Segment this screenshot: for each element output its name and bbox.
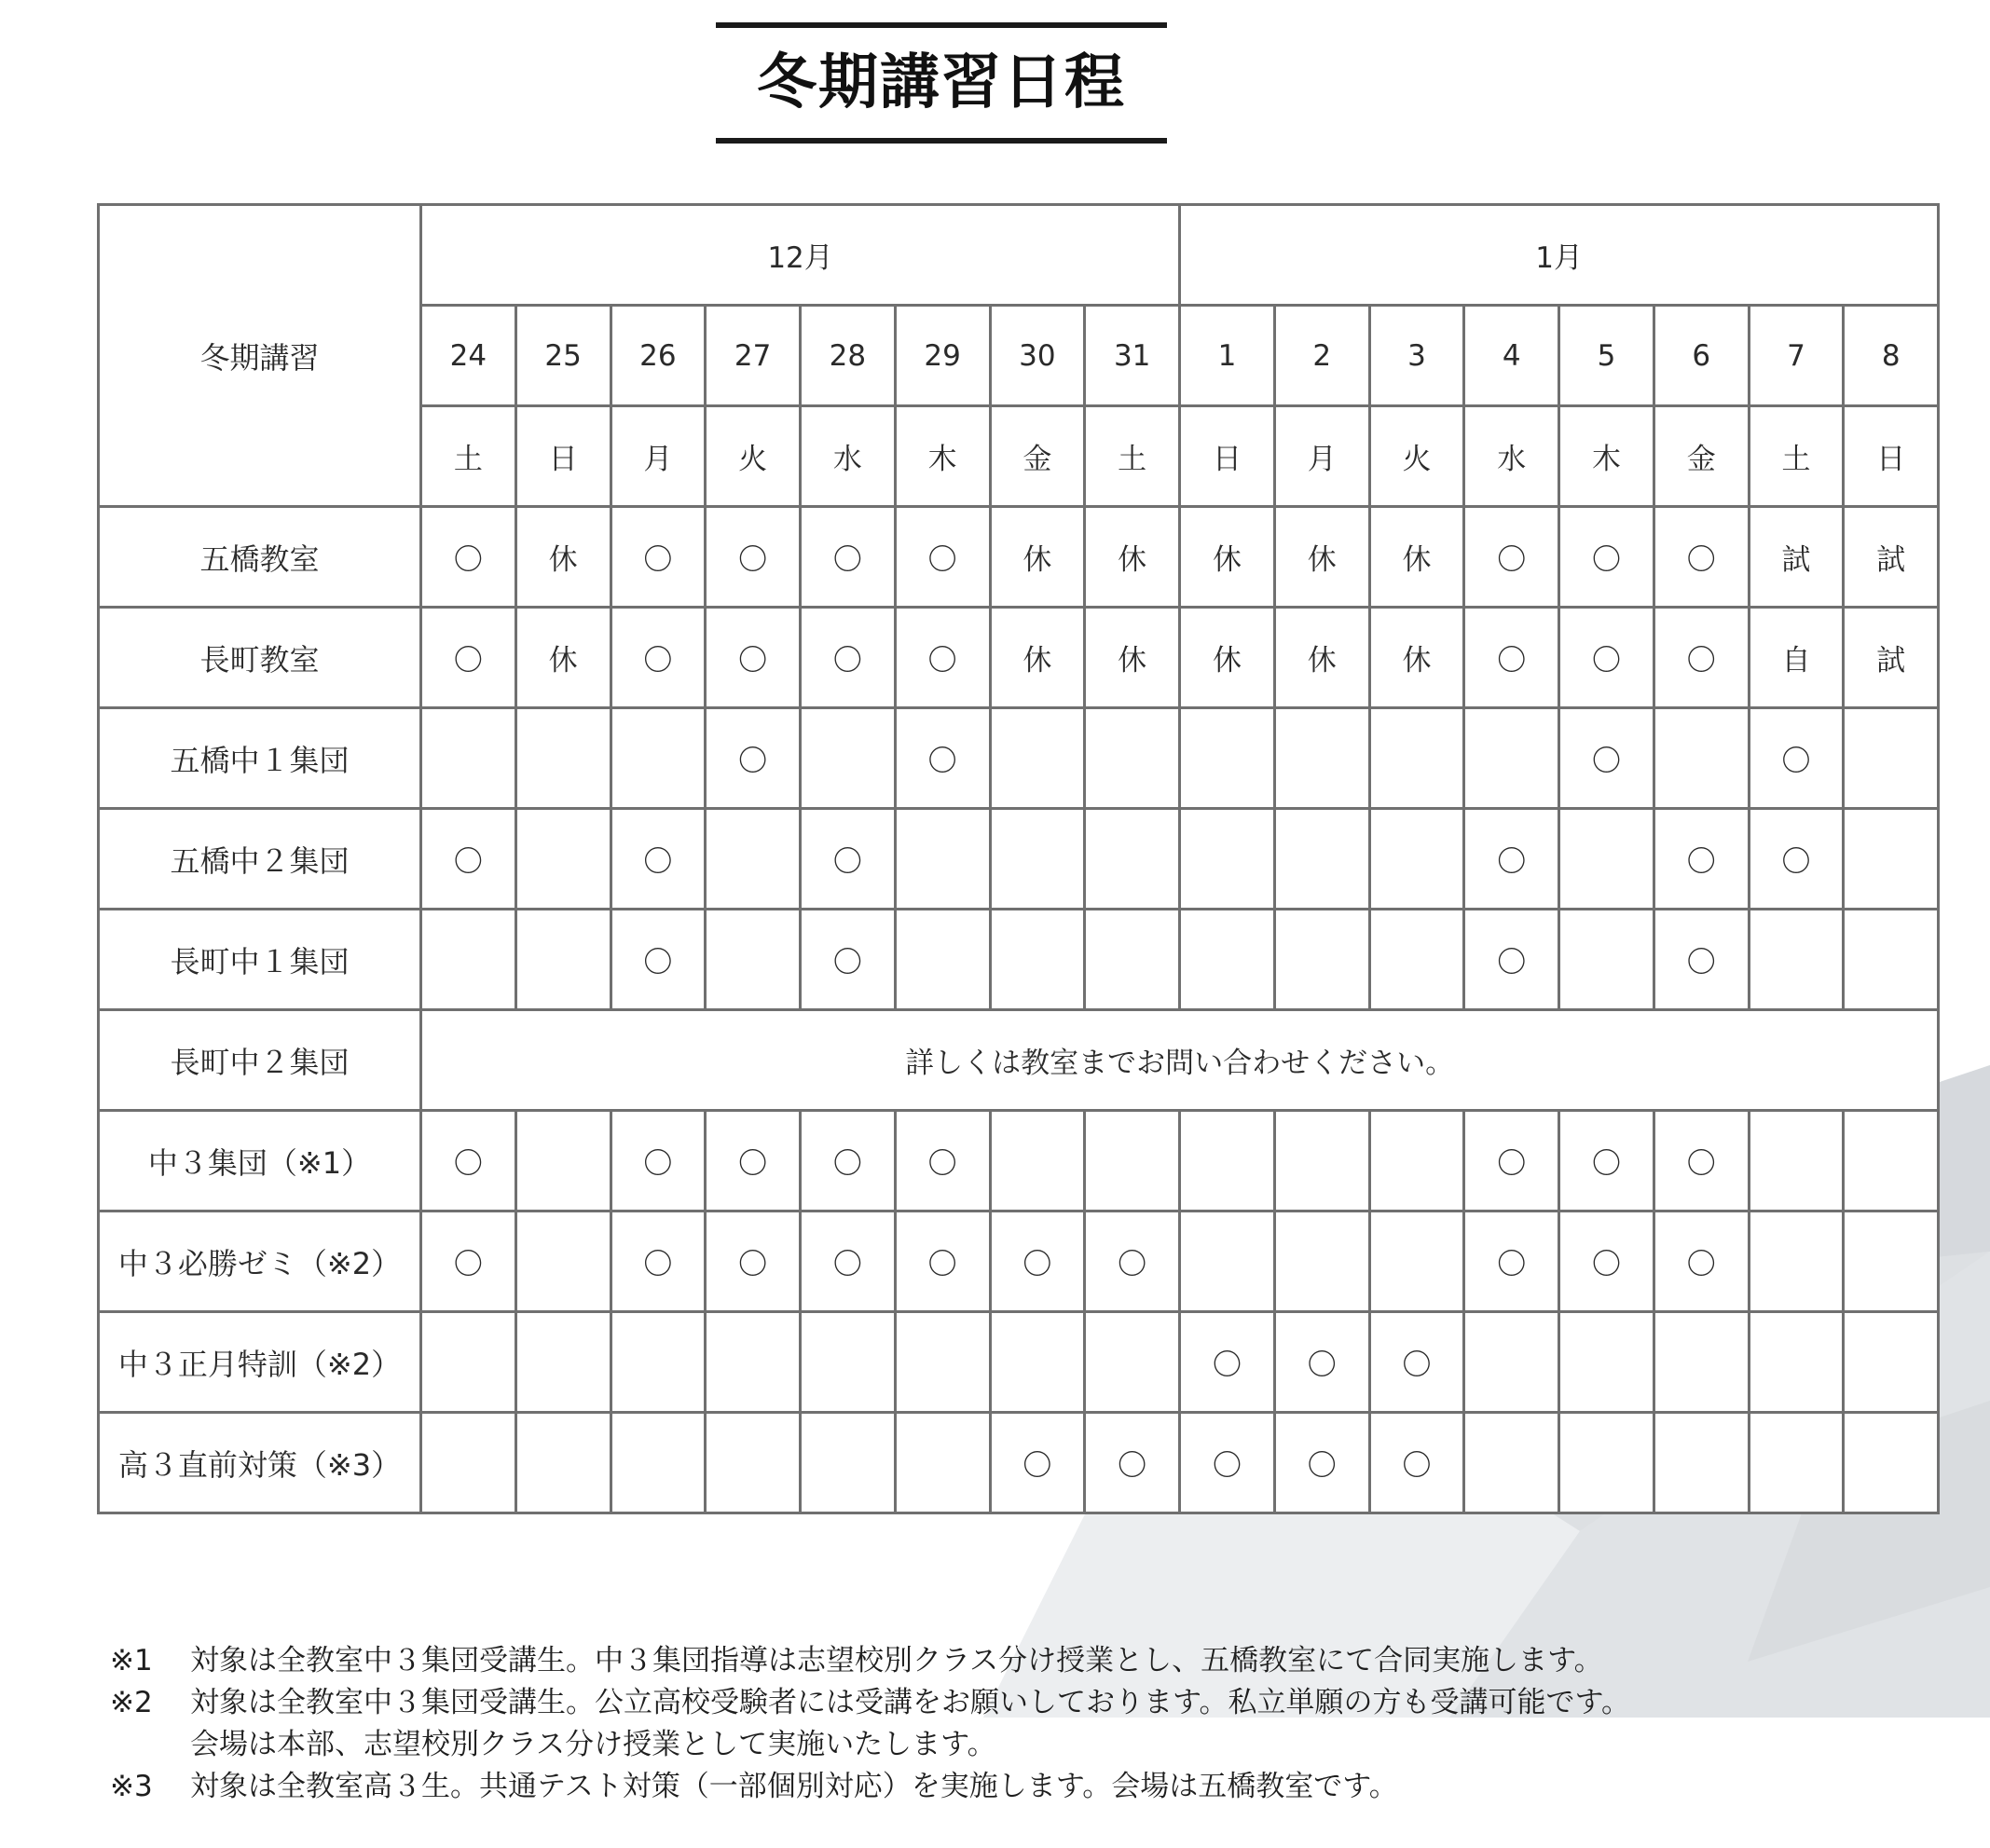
weekday-header: 木 [895, 406, 990, 507]
schedule-cell [801, 1413, 896, 1513]
date-header: 30 [990, 306, 1085, 406]
table-row [99, 809, 1939, 910]
schedule-cell [1180, 1111, 1275, 1211]
schedule-cell: 〇 [611, 608, 706, 708]
row-label: 長町中２集団 [99, 1010, 421, 1111]
schedule-cell [1180, 809, 1275, 910]
table-row [99, 1413, 1939, 1513]
schedule-cell [515, 1312, 611, 1413]
schedule-cell [895, 809, 990, 910]
schedule-cell [1844, 1312, 1939, 1413]
schedule-cell [515, 809, 611, 910]
row-label: 高３直前対策（※3） [99, 1413, 421, 1513]
schedule-cell: 休 [1274, 507, 1369, 608]
schedule-cell: 〇 [801, 1111, 896, 1211]
schedule-cell: 〇 [1369, 1312, 1464, 1413]
schedule-cell: 〇 [1654, 910, 1749, 1010]
schedule-cell: 〇 [895, 608, 990, 708]
schedule-cell: 〇 [1085, 1211, 1180, 1312]
schedule-cell [1654, 1413, 1749, 1513]
schedule-cell [895, 1312, 990, 1413]
corner-label: 冬期講習 [99, 205, 421, 507]
table-row [99, 1211, 1939, 1312]
table-row [99, 608, 1939, 708]
weekday-header: 金 [1654, 406, 1749, 507]
schedule-cell: 〇 [895, 708, 990, 809]
schedule-cell: 〇 [706, 1111, 801, 1211]
schedule-cell [1464, 1413, 1559, 1513]
schedule-cell [611, 1413, 706, 1513]
footnote-line: 会場は本部、志望校別クラス分け授業として実施いたします。 [190, 1728, 996, 1761]
schedule-cell: 〇 [1654, 608, 1749, 708]
row-label: 長町中１集団 [99, 910, 421, 1010]
footnote [110, 1640, 1900, 1682]
header-row-months [99, 205, 1939, 306]
date-header: 31 [1085, 306, 1180, 406]
schedule-cell [421, 1312, 516, 1413]
schedule-cell [1274, 708, 1369, 809]
schedule-cell: 〇 [611, 507, 706, 608]
date-header: 28 [801, 306, 896, 406]
schedule-cell [801, 708, 896, 809]
schedule-cell [1844, 708, 1939, 809]
schedule-cell: 〇 [421, 1111, 516, 1211]
schedule-cell: 〇 [1464, 1211, 1559, 1312]
schedule-cell: 休 [1274, 608, 1369, 708]
schedule-cell: 〇 [1559, 708, 1654, 809]
schedule-cell [1369, 1111, 1464, 1211]
row-label: 中３正月特訓（※2） [99, 1312, 421, 1413]
schedule-cell [990, 1111, 1085, 1211]
schedule-cell [611, 708, 706, 809]
footnote [110, 1766, 1900, 1808]
row-label: 中３集団（※1） [99, 1111, 421, 1211]
schedule-cell: 休 [1180, 608, 1275, 708]
weekday-header: 水 [801, 406, 896, 507]
weekday-header: 火 [1369, 406, 1464, 507]
schedule-cell: 〇 [1369, 1413, 1464, 1513]
schedule-cell [421, 910, 516, 1010]
schedule-cell [1844, 1413, 1939, 1513]
schedule-cell [515, 1211, 611, 1312]
schedule-cell [515, 708, 611, 809]
date-header: 4 [1464, 306, 1559, 406]
schedule-cell: 〇 [1464, 608, 1559, 708]
schedule-cell [1559, 910, 1654, 1010]
schedule-cell: 試 [1844, 608, 1939, 708]
table-row [99, 1010, 1939, 1111]
date-header: 7 [1749, 306, 1844, 406]
schedule-cell [1654, 1312, 1749, 1413]
schedule-cell: 〇 [990, 1413, 1085, 1513]
date-header: 1 [1180, 306, 1275, 406]
schedule-cell: 試 [1749, 507, 1844, 608]
date-header: 8 [1844, 306, 1939, 406]
schedule-cell: 〇 [421, 1211, 516, 1312]
schedule-cell [515, 1413, 611, 1513]
schedule-cell [1274, 1111, 1369, 1211]
footnotes [110, 1640, 1900, 1808]
schedule-cell [1085, 1312, 1180, 1413]
weekday-header: 木 [1559, 406, 1654, 507]
weekday-header: 土 [1085, 406, 1180, 507]
date-header: 5 [1559, 306, 1654, 406]
schedule-cell: 〇 [706, 1211, 801, 1312]
schedule-cell: 〇 [895, 1111, 990, 1211]
page-title-block [716, 22, 1167, 144]
schedule-cell: 〇 [706, 708, 801, 809]
date-header: 25 [515, 306, 611, 406]
schedule-cell [1559, 1312, 1654, 1413]
schedule-cell: 〇 [990, 1211, 1085, 1312]
schedule-cell: 〇 [1749, 708, 1844, 809]
schedule-cell: 〇 [1654, 1211, 1749, 1312]
schedule-cell: 〇 [421, 809, 516, 910]
weekday-header: 日 [1180, 406, 1275, 507]
schedule-cell [1749, 1111, 1844, 1211]
schedule-cell [515, 1111, 611, 1211]
schedule-cell [1844, 1111, 1939, 1211]
schedule-cell: 休 [1085, 507, 1180, 608]
footnote-line: 対象は全教室中３集団受講生。公立高校受験者には受講をお願いしております。私立単願の方も受講可能です。 [190, 1686, 1631, 1719]
schedule-cell [1274, 809, 1369, 910]
schedule-cell: 休 [990, 608, 1085, 708]
schedule-cell [1749, 1211, 1844, 1312]
schedule-cell: 自 [1749, 608, 1844, 708]
table-row [99, 708, 1939, 809]
footnote-texts [190, 1766, 1398, 1808]
row-label: 五橋中２集団 [99, 809, 421, 910]
schedule-cell: 〇 [1274, 1413, 1369, 1513]
schedule-cell: 〇 [1749, 809, 1844, 910]
table-row [99, 1312, 1939, 1413]
date-header: 26 [611, 306, 706, 406]
schedule-cell [1654, 708, 1749, 809]
schedule-cell: 〇 [1180, 1413, 1275, 1513]
weekday-header: 日 [1844, 406, 1939, 507]
table-row [99, 507, 1939, 608]
month-header: 12月 [421, 205, 1180, 306]
schedule-cell [1085, 1111, 1180, 1211]
weekday-header: 月 [611, 406, 706, 507]
schedule-cell: 〇 [1559, 1111, 1654, 1211]
date-header: 27 [706, 306, 801, 406]
schedule-cell: 〇 [1274, 1312, 1369, 1413]
schedule-cell: 〇 [801, 608, 896, 708]
schedule-cell [990, 1312, 1085, 1413]
schedule-cell: 休 [515, 608, 611, 708]
schedule-cell [1369, 809, 1464, 910]
schedule-cell [1844, 1211, 1939, 1312]
schedule-cell: 〇 [611, 809, 706, 910]
schedule-cell [706, 1312, 801, 1413]
footnote-texts [190, 1682, 1630, 1766]
schedule-cell: 休 [1180, 507, 1275, 608]
schedule-cell [1274, 1211, 1369, 1312]
schedule-cell [1464, 708, 1559, 809]
table-row [99, 910, 1939, 1010]
schedule-cell: 〇 [801, 910, 896, 1010]
footnote [110, 1682, 1900, 1766]
schedule-cell [1749, 910, 1844, 1010]
schedule-cell [1464, 1312, 1559, 1413]
schedule-cell [1749, 1413, 1844, 1513]
schedule-cell: 〇 [1559, 507, 1654, 608]
row-label: 長町教室 [99, 608, 421, 708]
schedule-cell [706, 1413, 801, 1513]
date-header: 6 [1654, 306, 1749, 406]
schedule-cell [1274, 910, 1369, 1010]
schedule-cell: 〇 [801, 507, 896, 608]
schedule-cell [801, 1312, 896, 1413]
date-header: 2 [1274, 306, 1369, 406]
schedule-cell [990, 708, 1085, 809]
schedule-cell: 休 [990, 507, 1085, 608]
weekday-header: 火 [706, 406, 801, 507]
schedule-cell [421, 708, 516, 809]
date-header: 24 [421, 306, 516, 406]
schedule-cell: 〇 [706, 608, 801, 708]
schedule-cell [611, 1312, 706, 1413]
footnote-mark: ※3 [110, 1770, 153, 1803]
schedule-cell: 〇 [1559, 1211, 1654, 1312]
schedule-cell: 〇 [895, 1211, 990, 1312]
schedule-cell: 〇 [706, 507, 801, 608]
weekday-header: 日 [515, 406, 611, 507]
schedule-cell: 休 [1085, 608, 1180, 708]
schedule-cell: 〇 [421, 608, 516, 708]
table-row [99, 1111, 1939, 1211]
date-header: 3 [1369, 306, 1464, 406]
schedule-cell [1180, 708, 1275, 809]
schedule-cell: 〇 [421, 507, 516, 608]
schedule-cell [990, 910, 1085, 1010]
footnote-mark: ※2 [110, 1686, 153, 1719]
merged-note-cell: 詳しくは教室までお問い合わせください。 [421, 1010, 1939, 1111]
schedule-cell [421, 1413, 516, 1513]
schedule-cell [990, 809, 1085, 910]
footnote-texts [190, 1640, 1603, 1682]
weekday-header: 金 [990, 406, 1085, 507]
footnote-line: 対象は全教室高３生。共通テスト対策（一部個別対応）を実施します。会場は五橋教室です。 [190, 1770, 1398, 1803]
schedule-cell [1749, 1312, 1844, 1413]
schedule-cell: 〇 [1180, 1312, 1275, 1413]
weekday-header: 水 [1464, 406, 1559, 507]
schedule-cell [1844, 809, 1939, 910]
schedule-cell: 〇 [611, 1211, 706, 1312]
schedule-cell [706, 809, 801, 910]
schedule-cell: 〇 [1464, 1111, 1559, 1211]
schedule-cell: 〇 [1464, 809, 1559, 910]
schedule-cell: 〇 [611, 1111, 706, 1211]
schedule-cell: 〇 [1085, 1413, 1180, 1513]
schedule-cell [895, 910, 990, 1010]
schedule-cell: 〇 [1464, 910, 1559, 1010]
schedule-cell: 〇 [1464, 507, 1559, 608]
schedule-cell: 〇 [895, 507, 990, 608]
row-label: 五橋中１集団 [99, 708, 421, 809]
footnote-mark: ※1 [110, 1644, 153, 1677]
schedule-cell: 休 [1369, 507, 1464, 608]
schedule-cell [1369, 708, 1464, 809]
schedule-cell: 〇 [1654, 507, 1749, 608]
schedule-cell [1559, 1413, 1654, 1513]
schedule-cell [706, 910, 801, 1010]
schedule-cell [515, 910, 611, 1010]
schedule-cell [1085, 910, 1180, 1010]
schedule-cell: 休 [515, 507, 611, 608]
schedule-cell [1085, 708, 1180, 809]
schedule-cell: 〇 [801, 1211, 896, 1312]
schedule-cell [1844, 910, 1939, 1010]
schedule-table [97, 203, 1940, 1514]
schedule-cell [1369, 910, 1464, 1010]
date-header: 29 [895, 306, 990, 406]
footnote-line: 対象は全教室中３集団受講生。中３集団指導は志望校別クラス分け授業とし、五橋教室にて合同実施します。 [190, 1644, 1603, 1677]
schedule-cell [1180, 1211, 1275, 1312]
schedule-cell [1559, 809, 1654, 910]
page-title: 冬期講習日程 [757, 48, 1126, 117]
weekday-header: 土 [1749, 406, 1844, 507]
schedule-cell [1369, 1211, 1464, 1312]
row-label: 中３必勝ゼミ（※2） [99, 1211, 421, 1312]
schedule-cell: 〇 [1559, 608, 1654, 708]
schedule-cell [895, 1413, 990, 1513]
schedule-cell [1085, 809, 1180, 910]
schedule-cell: 休 [1369, 608, 1464, 708]
row-label: 五橋教室 [99, 507, 421, 608]
schedule-cell: 〇 [1654, 1111, 1749, 1211]
schedule-cell: 〇 [801, 809, 896, 910]
schedule-cell [1180, 910, 1275, 1010]
schedule-cell: 〇 [1654, 809, 1749, 910]
month-header: 1月 [1180, 205, 1939, 306]
schedule-cell: 〇 [611, 910, 706, 1010]
schedule-cell: 試 [1844, 507, 1939, 608]
weekday-header: 土 [421, 406, 516, 507]
weekday-header: 月 [1274, 406, 1369, 507]
